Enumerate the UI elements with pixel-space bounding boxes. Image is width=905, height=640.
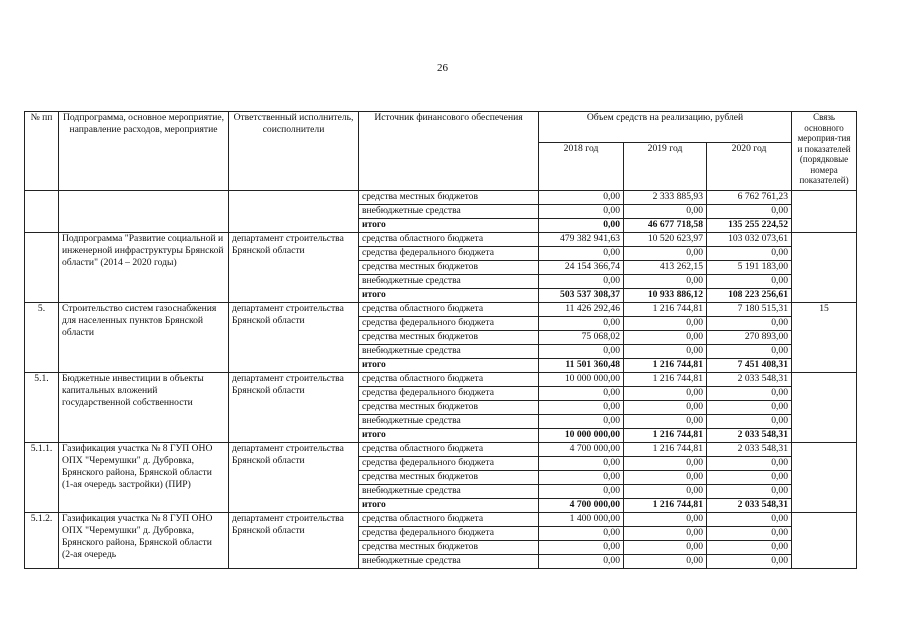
amount-2020: 0,00: [707, 513, 792, 527]
amount-2020: 0,00: [707, 345, 792, 359]
indicator-link: [792, 513, 857, 569]
table-row: [25, 443, 857, 457]
amount-2020: 2 033 548,31: [707, 443, 792, 457]
header-amount: Объем средств на реализацию, рублей: [539, 112, 792, 143]
amount-2018: 0,00: [539, 415, 624, 429]
funding-source: средства областного бюджета: [359, 233, 539, 247]
amount-2018: 0,00: [539, 541, 624, 555]
indicator-link: 15: [792, 303, 857, 373]
measure-name: Газификация участка № 8 ГУП ОНО ОПХ "Черемушки" д. Дубровка, Брянского района, Брянской области (1-ая очередь застройки) (ПИР): [59, 443, 229, 513]
funding-source: внебюджетные средства: [359, 275, 539, 289]
amount-2019: 46 677 718,58: [624, 219, 707, 233]
amount-2020: 6 762 761,23: [707, 191, 792, 205]
funding-source: средства местных бюджетов: [359, 331, 539, 345]
executor: департамент строительства Брянской области: [229, 373, 359, 443]
amount-2019: 1 216 744,81: [624, 499, 707, 513]
amount-2020: 0,00: [707, 471, 792, 485]
amount-2019: 10 933 886,12: [624, 289, 707, 303]
funding-source: средства федерального бюджета: [359, 247, 539, 261]
table-body: [25, 191, 857, 569]
amount-2018: 0,00: [539, 527, 624, 541]
header-year-2020: 2020 год: [707, 143, 792, 191]
amount-2018: 0,00: [539, 205, 624, 219]
amount-2019: 0,00: [624, 555, 707, 569]
amount-2020: 2 033 548,31: [707, 429, 792, 443]
header-executor: Ответственный исполнитель, соисполнители: [229, 112, 359, 191]
amount-2018: 75 068,02: [539, 331, 624, 345]
amount-2019: 10 520 623,97: [624, 233, 707, 247]
executor: департамент строительства Брянской области: [229, 443, 359, 513]
amount-2019: 0,00: [624, 457, 707, 471]
amount-2018: 10 000 000,00: [539, 373, 624, 387]
amount-2018: 24 154 366,74: [539, 261, 624, 275]
amount-2018: 0,00: [539, 219, 624, 233]
measure-name: [59, 191, 229, 233]
amount-2020: 135 255 224,52: [707, 219, 792, 233]
header-source: Источник финансового обеспечения: [359, 112, 539, 191]
amount-2018: 11 426 292,46: [539, 303, 624, 317]
amount-2020: 2 033 548,31: [707, 499, 792, 513]
amount-2020: 7 180 515,31: [707, 303, 792, 317]
funding-source: средства местных бюджетов: [359, 471, 539, 485]
row-number: 5.1.2.: [25, 513, 59, 569]
funding-source: средства областного бюджета: [359, 303, 539, 317]
funding-source: средства федерального бюджета: [359, 387, 539, 401]
indicator-link: [792, 373, 857, 443]
amount-2019: 1 216 744,81: [624, 443, 707, 457]
table-row: [25, 303, 857, 317]
amount-2018: 503 537 308,37: [539, 289, 624, 303]
header-year-2018: 2018 год: [539, 143, 624, 191]
measure-name: Бюджетные инвестиции в объекты капитальных вложений государственной собственности: [59, 373, 229, 443]
amount-2019: 0,00: [624, 471, 707, 485]
amount-2020: 0,00: [707, 527, 792, 541]
indicator-link: [792, 191, 857, 233]
amount-2020: 5 191 183,00: [707, 261, 792, 275]
amount-2020: 270 893,00: [707, 331, 792, 345]
header-row: [25, 112, 857, 143]
amount-2019: 0,00: [624, 317, 707, 331]
row-number: [25, 233, 59, 303]
funding-source: средства местных бюджетов: [359, 541, 539, 555]
measure-name: Строительство систем газоснабжения для населенных пунктов Брянской области: [59, 303, 229, 373]
amount-2019: 0,00: [624, 527, 707, 541]
amount-2018: 479 382 941,63: [539, 233, 624, 247]
indicator-link: [792, 443, 857, 513]
funding-source: средства местных бюджетов: [359, 191, 539, 205]
amount-2018: 0,00: [539, 401, 624, 415]
table-row: [25, 233, 857, 247]
funding-source: средства областного бюджета: [359, 373, 539, 387]
amount-2019: 0,00: [624, 401, 707, 415]
funding-source: средства местных бюджетов: [359, 401, 539, 415]
indicator-link: [792, 233, 857, 303]
funding-source: внебюджетные средства: [359, 555, 539, 569]
executor: [229, 191, 359, 233]
amount-2018: 10 000 000,00: [539, 429, 624, 443]
amount-2019: 0,00: [624, 415, 707, 429]
amount-2019: 1 216 744,81: [624, 429, 707, 443]
amount-2019: 1 216 744,81: [624, 303, 707, 317]
amount-2018: 0,00: [539, 457, 624, 471]
amount-2020: 108 223 256,61: [707, 289, 792, 303]
amount-2019: 2 333 885,93: [624, 191, 707, 205]
amount-2020: 2 033 548,31: [707, 373, 792, 387]
amount-2018: 0,00: [539, 275, 624, 289]
funding-source: внебюджетные средства: [359, 205, 539, 219]
measure-name: Газификация участка № 8 ГУП ОНО ОПХ "Черемушки" д. Дубровка, Брянского района, Брянской области (2-ая очередь: [59, 513, 229, 569]
amount-2019: 1 216 744,81: [624, 359, 707, 373]
funding-source: итого: [359, 499, 539, 513]
executor: департамент строительства Брянской области: [229, 233, 359, 303]
header-name: Подпрограмма, основное мероприятие, направление расходов, мероприятие: [59, 112, 229, 191]
amount-2018: 0,00: [539, 191, 624, 205]
funding-source: итого: [359, 219, 539, 233]
row-number: 5.: [25, 303, 59, 373]
funding-source: средства областного бюджета: [359, 513, 539, 527]
funding-source: средства федерального бюджета: [359, 317, 539, 331]
amount-2020: 0,00: [707, 317, 792, 331]
amount-2020: 103 032 073,61: [707, 233, 792, 247]
executor: департамент строительства Брянской области: [229, 303, 359, 373]
amount-2019: 0,00: [624, 485, 707, 499]
amount-2020: 0,00: [707, 387, 792, 401]
amount-2019: 0,00: [624, 345, 707, 359]
amount-2020: 0,00: [707, 247, 792, 261]
funding-source: средства областного бюджета: [359, 443, 539, 457]
amount-2018: 0,00: [539, 471, 624, 485]
amount-2020: 0,00: [707, 205, 792, 219]
funding-source: внебюджетные средства: [359, 415, 539, 429]
table-row: [25, 191, 857, 205]
funding-source: средства федерального бюджета: [359, 457, 539, 471]
row-number: 5.1.1.: [25, 443, 59, 513]
funding-source: средства федерального бюджета: [359, 527, 539, 541]
amount-2020: 0,00: [707, 415, 792, 429]
amount-2019: 0,00: [624, 387, 707, 401]
amount-2018: 4 700 000,00: [539, 499, 624, 513]
amount-2018: 11 501 360,48: [539, 359, 624, 373]
row-number: 5.1.: [25, 373, 59, 443]
funding-source: средства местных бюджетов: [359, 261, 539, 275]
amount-2018: 0,00: [539, 317, 624, 331]
amount-2019: 0,00: [624, 275, 707, 289]
table-row: [25, 513, 857, 527]
amount-2019: 0,00: [624, 541, 707, 555]
amount-2019: 0,00: [624, 205, 707, 219]
amount-2019: 413 262,15: [624, 261, 707, 275]
funding-source: итого: [359, 289, 539, 303]
table-row: [25, 373, 857, 387]
amount-2020: 0,00: [707, 485, 792, 499]
funding-source: итого: [359, 359, 539, 373]
budget-table: [24, 111, 857, 569]
amount-2018: 1 400 000,00: [539, 513, 624, 527]
funding-source: внебюджетные средства: [359, 345, 539, 359]
measure-name: Подпрограмма "Развитие социальной и инженерной инфраструктуры Брянской области" (2014 – 2020 годы): [59, 233, 229, 303]
amount-2019: 0,00: [624, 513, 707, 527]
amount-2018: 0,00: [539, 485, 624, 499]
executor: департамент строительства Брянской области: [229, 513, 359, 569]
amount-2020: 0,00: [707, 457, 792, 471]
page-number: 26: [437, 62, 448, 74]
amount-2018: 0,00: [539, 387, 624, 401]
amount-2019: 1 216 744,81: [624, 373, 707, 387]
amount-2019: 0,00: [624, 247, 707, 261]
row-number: [25, 191, 59, 233]
amount-2020: 0,00: [707, 541, 792, 555]
amount-2020: 7 451 408,31: [707, 359, 792, 373]
amount-2018: 4 700 000,00: [539, 443, 624, 457]
amount-2018: 0,00: [539, 345, 624, 359]
header-year-2019: 2019 год: [624, 143, 707, 191]
amount-2020: 0,00: [707, 401, 792, 415]
header-num: № пп: [25, 112, 59, 191]
funding-source: внебюджетные средства: [359, 485, 539, 499]
header-link: Связь основного мероприя-тия и показателей (порядковые номера показателей): [792, 112, 857, 191]
funding-source: итого: [359, 429, 539, 443]
amount-2020: 0,00: [707, 555, 792, 569]
amount-2020: 0,00: [707, 275, 792, 289]
amount-2018: 0,00: [539, 247, 624, 261]
amount-2019: 0,00: [624, 331, 707, 345]
amount-2018: 0,00: [539, 555, 624, 569]
